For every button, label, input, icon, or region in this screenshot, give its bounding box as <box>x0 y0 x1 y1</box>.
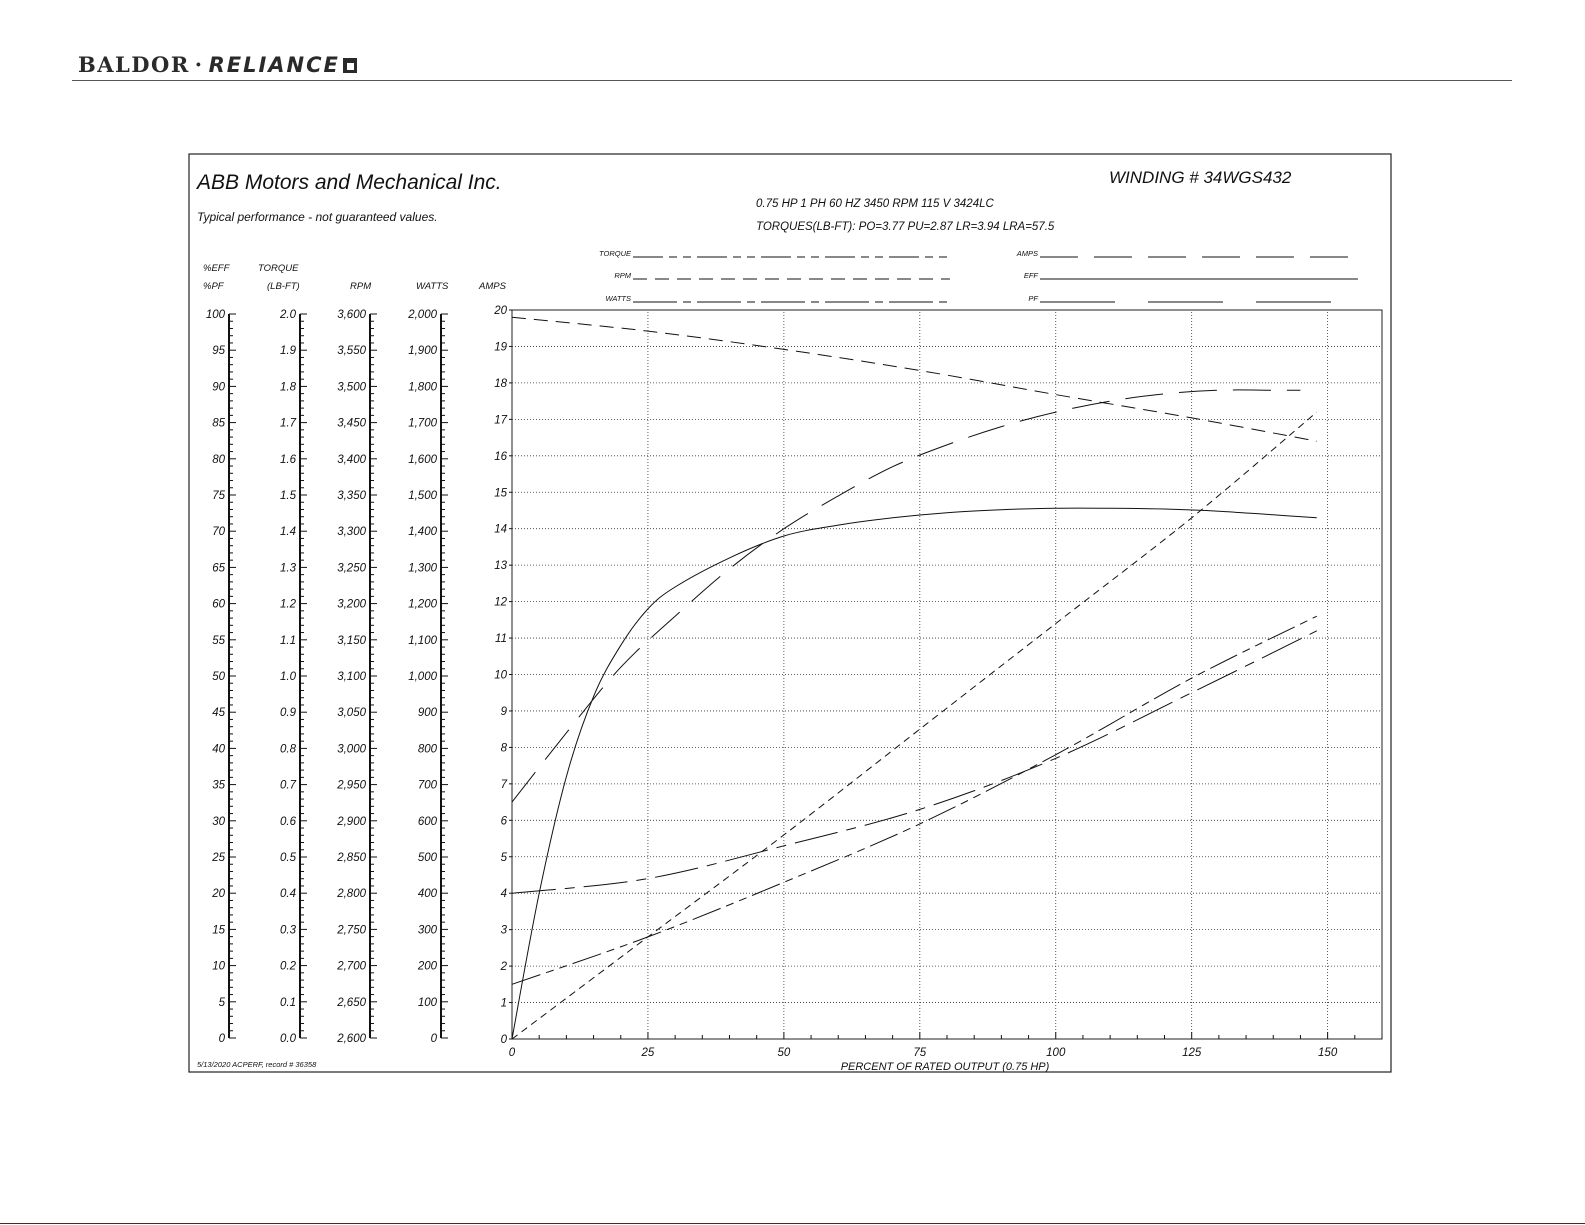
x-tick-label: 100 <box>1046 1047 1066 1059</box>
y-tick-label: 17 <box>494 414 507 427</box>
y-tick-label: 1,900 <box>408 345 437 358</box>
y-tick-label: 0.9 <box>280 707 296 720</box>
y-tick-label: 1,800 <box>408 381 437 394</box>
brand-name-left: BALDOR <box>78 52 190 77</box>
y-tick-label: 9 <box>500 705 507 718</box>
y-tick-label: 3 <box>500 924 507 937</box>
y-axis-eff_pf <box>203 263 236 1045</box>
y-tick-label: 19 <box>494 341 507 354</box>
y-tick-label: 0.5 <box>280 852 296 864</box>
y-tick-label: 25 <box>212 852 225 864</box>
y-tick-label: 0 <box>430 1033 437 1045</box>
y-tick-label: 90 <box>212 381 225 394</box>
legend-label-amps: AMPS <box>1016 249 1038 258</box>
y-tick-label: 15 <box>212 924 225 937</box>
y-tick-label: 0.6 <box>280 815 296 828</box>
y-tick-label: 95 <box>212 345 225 358</box>
y-tick-label: 2,700 <box>337 960 366 973</box>
y-tick-label: 13 <box>494 560 507 573</box>
y-tick-label: 300 <box>417 924 437 937</box>
y-tick-label: 2,850 <box>337 852 366 864</box>
y-tick-label: 30 <box>212 815 225 828</box>
torque-line: TORQUES(LB-FT): PO=3.77 PU=2.87 LR=3.94 LRA=57.5 <box>756 221 1055 233</box>
y-tick-label: 1.3 <box>280 562 296 575</box>
spec-line: 0.75 HP 1 PH 60 HZ 3450 RPM 115 V 3424LC <box>756 198 994 210</box>
y-tick-label: 1.0 <box>280 671 296 683</box>
y-tick-label: 35 <box>212 779 225 792</box>
y-tick-label: 6 <box>500 815 507 828</box>
x-axis <box>509 1032 1382 1059</box>
y-tick-label: 0.3 <box>280 924 296 937</box>
y-tick-label: 5 <box>218 996 225 1009</box>
y-tick-label: 20 <box>212 888 225 901</box>
series-line-amps <box>512 631 1317 893</box>
y-tick-label: 2,600 <box>337 1033 366 1045</box>
y-tick-label: 3,600 <box>337 309 366 321</box>
y-tick-label: 2.0 <box>280 309 296 321</box>
y-tick-label: 1,500 <box>408 490 437 502</box>
y-tick-label: 500 <box>417 852 437 864</box>
company-title: ABB Motors and Mechanical Inc. <box>197 171 502 194</box>
y-tick-label: 7 <box>500 778 507 791</box>
y-tick-label: 100 <box>417 996 437 1009</box>
y-tick-label: 2,900 <box>337 815 366 828</box>
y-tick-label: 1.5 <box>280 490 296 502</box>
y-tick-label: 3,250 <box>337 562 366 575</box>
y-tick-label: 85 <box>212 417 225 430</box>
y-tick-label: 12 <box>494 596 507 609</box>
y-axis-header-rpm: RPM <box>350 281 372 292</box>
y-tick-label: 0 <box>218 1033 225 1045</box>
y-tick-label: 65 <box>212 562 225 575</box>
x-tick-label: 50 <box>777 1047 791 1059</box>
y-tick-label: 400 <box>417 888 437 901</box>
y-tick-label: 0.2 <box>280 960 296 973</box>
y-tick-label: 0.4 <box>280 888 296 901</box>
y-tick-label: 10 <box>494 669 507 682</box>
y-axis-header-watts: WATTS <box>416 281 449 292</box>
y-tick-label: 800 <box>417 743 437 756</box>
series-line-watts <box>512 616 1317 984</box>
y-tick-label: 3,550 <box>337 345 366 358</box>
y-tick-label: 2,950 <box>337 779 366 792</box>
y-tick-label: 200 <box>417 960 437 973</box>
y-tick-label: 0.7 <box>280 779 296 792</box>
y-axis-header-torque: (LB-FT) <box>267 281 300 292</box>
y-tick-label: 3,350 <box>337 490 366 502</box>
y-tick-label: 15 <box>494 487 507 500</box>
grid <box>512 310 1382 1039</box>
series-line-eff <box>512 508 1317 1039</box>
x-tick-label: 75 <box>913 1047 927 1059</box>
y-axis-rpm <box>336 281 377 1045</box>
y-tick-label: 0.0 <box>280 1033 296 1045</box>
y-tick-label: 3,400 <box>337 453 366 466</box>
legend-label-watts: WATTS <box>605 294 631 303</box>
y-tick-label: 2,800 <box>337 888 366 901</box>
y-axis-header-top-torque: TORQUE <box>258 263 299 274</box>
brand-name-right: RELIANCE <box>208 53 340 77</box>
y-tick-label: 50 <box>212 671 225 683</box>
legend-label-rpm: RPM <box>614 271 631 280</box>
y-tick-label: 70 <box>212 526 225 539</box>
y-tick-label: 8 <box>500 742 507 755</box>
y-tick-label: 3,100 <box>337 671 366 683</box>
y-tick-label: 1.8 <box>280 381 296 394</box>
y-axis-watts <box>407 281 449 1045</box>
y-tick-label: 3,450 <box>337 417 366 430</box>
y-tick-label: 2,750 <box>337 924 366 937</box>
disclaimer-text: Typical performance - not guaranteed values. <box>197 210 438 224</box>
y-tick-label: 0.8 <box>280 743 296 756</box>
y-tick-label: 45 <box>212 707 225 720</box>
y-tick-label: 1,700 <box>408 417 437 430</box>
x-axis-title: PERCENT OF RATED OUTPUT (0.75 HP) <box>840 1061 1050 1073</box>
legend-label-torque: TORQUE <box>599 249 631 258</box>
y-tick-label: 4 <box>500 888 507 901</box>
y-tick-label: 700 <box>417 779 437 792</box>
y-axis-amps <box>478 281 512 1046</box>
y-tick-label: 1.6 <box>280 453 296 466</box>
brand-separator: · <box>194 52 204 77</box>
y-tick-label: 3,500 <box>337 381 366 394</box>
x-tick-label: 0 <box>508 1047 516 1059</box>
x-tick-label: 150 <box>1318 1047 1338 1059</box>
y-tick-label: 80 <box>212 453 225 466</box>
series-line-rpm <box>512 317 1317 441</box>
y-tick-label: 1,200 <box>408 598 437 611</box>
y-tick-label: 900 <box>417 707 437 720</box>
y-tick-label: 2 <box>500 961 507 974</box>
footer-divider <box>0 1223 1585 1224</box>
y-tick-label: 1.4 <box>280 526 296 539</box>
winding-label: WINDING # 34WGS432 <box>1109 168 1292 187</box>
y-tick-label: 100 <box>205 309 225 321</box>
x-tick-label: 125 <box>1182 1047 1202 1059</box>
y-tick-label: 0.1 <box>280 996 296 1009</box>
y-tick-label: 3,050 <box>337 707 366 720</box>
y-tick-label: 1,400 <box>408 526 437 539</box>
y-tick-label: 2,650 <box>337 996 366 1009</box>
y-tick-label: 10 <box>212 960 225 973</box>
y-tick-label: 75 <box>212 490 225 502</box>
y-tick-label: 0 <box>500 1034 507 1046</box>
series <box>512 317 1317 1039</box>
legend-label-eff: EFF <box>1023 271 1038 280</box>
series-line-torque <box>512 412 1317 1039</box>
footer-note: 5/13/2020 ACPERF, record # 36358 <box>197 1060 317 1069</box>
y-tick-label: 11 <box>495 633 507 646</box>
y-tick-label: 1.1 <box>280 634 296 647</box>
y-axis-header-top-eff_pf: %EFF <box>203 263 230 274</box>
y-tick-label: 1.7 <box>280 417 296 430</box>
y-tick-label: 55 <box>212 634 225 647</box>
legend-label-pf: PF <box>1028 294 1038 303</box>
y-tick-label: 14 <box>494 523 507 536</box>
y-tick-label: 1 <box>500 997 507 1010</box>
y-tick-label: 60 <box>212 598 225 611</box>
y-tick-label: 3,200 <box>337 598 366 611</box>
y-tick-label: 5 <box>500 851 507 864</box>
y-tick-label: 1,100 <box>408 634 437 647</box>
y-tick-label: 3,150 <box>337 634 366 647</box>
y-axis-header-eff_pf: %PF <box>203 281 224 292</box>
y-tick-label: 600 <box>417 815 437 828</box>
y-tick-label: 1.2 <box>280 598 296 611</box>
y-tick-label: 1,600 <box>408 453 437 466</box>
y-tick-label: 1,000 <box>408 671 437 683</box>
y-axes <box>203 263 512 1046</box>
y-tick-label: 3,000 <box>337 743 366 756</box>
y-tick-label: 40 <box>212 743 225 756</box>
x-tick-label: 25 <box>641 1047 655 1059</box>
y-tick-label: 3,300 <box>337 526 366 539</box>
y-axis-header-amps: AMPS <box>479 281 506 292</box>
y-tick-label: 18 <box>494 377 507 390</box>
legend-right <box>1016 249 1358 303</box>
legend-left <box>599 249 950 303</box>
y-tick-label: 1,300 <box>408 562 437 575</box>
y-tick-label: 16 <box>494 450 507 463</box>
y-tick-label: 20 <box>494 305 507 317</box>
y-tick-label: 1.9 <box>280 345 296 358</box>
y-axis-torque <box>258 263 307 1045</box>
y-tick-label: 2,000 <box>408 309 437 321</box>
